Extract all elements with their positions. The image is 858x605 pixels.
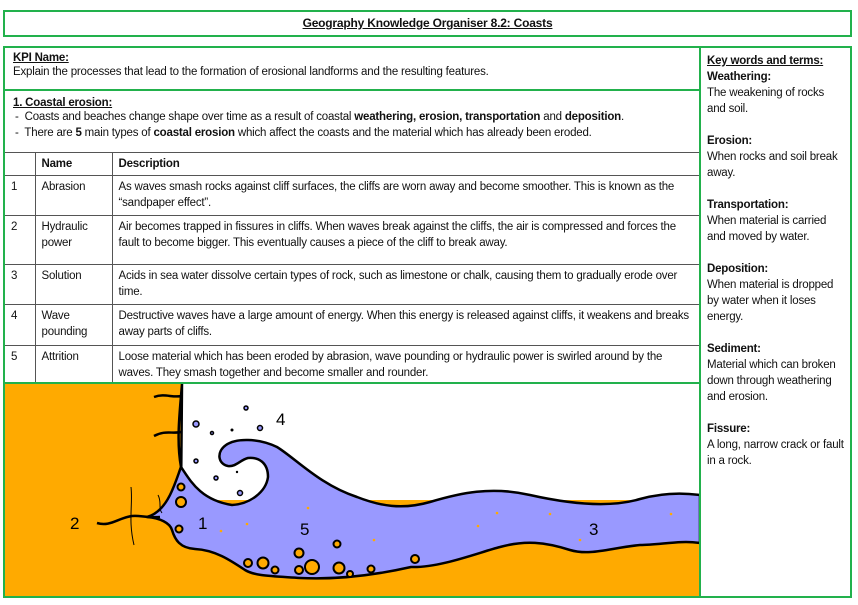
- table-row: [5, 216, 699, 265]
- bold-text: 5: [75, 127, 82, 139]
- bold-text: deposition: [564, 111, 621, 123]
- bullet-1: - Coasts and beaches change shape over time as a result of coastal weathering, erosion, transportation and deposition.: [15, 111, 624, 123]
- row-num: 3: [5, 265, 35, 305]
- kpi-text: Explain the processes that lead to the formation of erosional landforms and the resulting features.: [13, 66, 489, 78]
- term: Fissure:: [707, 423, 751, 435]
- col-name-header: Name: [35, 153, 112, 176]
- table-header-row: [5, 153, 699, 176]
- row-desc: Loose material which has been eroded by abrasion, wave pounding or hydraulic power is swirled around by the waves. They smash together and become smaller and rounder.: [112, 346, 699, 385]
- main-panel: [3, 46, 852, 598]
- erosion-types-table: [5, 152, 699, 385]
- definition: When material is carried and moved by water.: [707, 215, 827, 243]
- text: which affect the coasts and the material which has already been eroded.: [234, 127, 592, 139]
- text: Coasts and beaches change shape over time as a result of coastal: [24, 111, 355, 123]
- table-row: [5, 346, 699, 385]
- row-desc: As waves smash rocks against cliff surfaces, the cliffs are worn away and become smoother. This is known as the “sandpaper effect”.: [112, 176, 699, 216]
- row-num: 4: [5, 305, 35, 346]
- row-name: Abrasion: [35, 176, 112, 216]
- row-name: Wave pounding: [35, 305, 112, 346]
- col-num-header: [5, 153, 35, 176]
- text: main types of: [81, 127, 154, 139]
- label-hydraulic-power: 2: [70, 514, 80, 533]
- kpi-section: [5, 48, 699, 91]
- table-row: [5, 176, 699, 216]
- row-desc: Air becomes trapped in fissures in cliffs. When waves break against the cliffs, the air is compressed and forces the fault to become bigger. This eventually causes a piece of the cliff to break away.: [112, 216, 699, 265]
- bold-text: coastal erosion: [153, 127, 235, 139]
- label-attrition: 5: [300, 520, 310, 539]
- coastal-erosion-heading: 1. Coastal erosion:: [13, 97, 113, 109]
- term: Sediment:: [707, 343, 761, 355]
- keywords-panel: [699, 48, 850, 596]
- term: Deposition:: [707, 263, 769, 275]
- definition: A long, narrow crack or fault in a rock.: [707, 439, 844, 467]
- row-desc: Destructive waves have a large amount of energy. When this energy is released against cliffs, it weakens and breaks away parts of cliffs.: [112, 305, 699, 346]
- page-title: Geography Knowledge Organiser 8.2: Coasts: [3, 10, 852, 37]
- text: .: [620, 111, 624, 123]
- keywords-heading: Key words and terms:: [707, 55, 824, 67]
- row-name: Solution: [35, 265, 112, 305]
- label-wave-pounding: 4: [276, 410, 286, 429]
- definition: The weakening of rocks and soil.: [707, 87, 825, 115]
- term: Transportation:: [707, 199, 789, 211]
- row-name: Attrition: [35, 346, 112, 385]
- table-row: [5, 305, 699, 346]
- kpi-heading: KPI Name:: [13, 52, 69, 64]
- term: Erosion:: [707, 135, 753, 147]
- row-num: 1: [5, 176, 35, 216]
- definition: When rocks and soil break away.: [707, 151, 838, 179]
- bullet-2: - There are 5 main types of coastal erosion which affect the coasts and the material which has already been eroded.: [15, 127, 592, 139]
- definition: Material which can broken down through weathering and erosion.: [707, 359, 836, 403]
- label-solution: 3: [589, 520, 599, 539]
- bold-text: weathering, erosion, transportation: [354, 111, 541, 123]
- text: and: [540, 111, 565, 123]
- definition: When material is dropped by water when it loses energy.: [707, 279, 834, 323]
- table-row: [5, 265, 699, 305]
- coastal-erosion-section: [5, 91, 699, 152]
- row-name: Hydraulic power: [35, 216, 112, 265]
- diagram-svg: [5, 384, 699, 596]
- label-abrasion: 1: [198, 514, 208, 533]
- row-num: 5: [5, 346, 35, 385]
- coastal-erosion-diagram: [5, 382, 699, 596]
- col-description-header: Description: [112, 153, 699, 176]
- row-desc: Acids in sea water dissolve certain types of rock, such as limestone or chalk, causing them to gradually erode over time.: [112, 265, 699, 305]
- text: There are: [24, 127, 76, 139]
- row-num: 2: [5, 216, 35, 265]
- term: Weathering:: [707, 71, 772, 83]
